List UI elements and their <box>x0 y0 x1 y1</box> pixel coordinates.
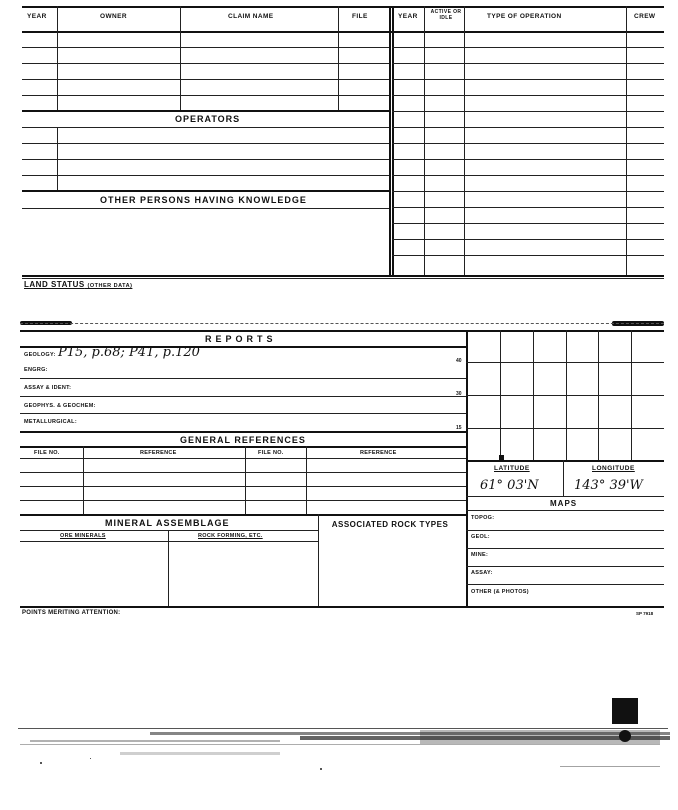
header-type-of-operation: TYPE OF OPERATION <box>487 13 562 20</box>
maps-assay: ASSAY: <box>471 570 493 576</box>
geology-label: GEOLOGY: <box>24 352 56 358</box>
header-year-2: YEAR <box>398 13 418 20</box>
maps-topog: TOPOG: <box>471 515 495 521</box>
land-status-label <box>24 280 132 289</box>
gr-file-no-1: FILE NO. <box>34 450 60 456</box>
engrg-label: ENGRG: <box>24 367 48 373</box>
ore-minerals-label: ORE MINERALS <box>60 533 106 539</box>
latitude-value: 61° 03'N <box>480 478 539 493</box>
longitude-value: 143° 39'W <box>574 478 643 493</box>
header-crew: CREW <box>634 13 656 20</box>
assay-num: 30 <box>456 391 462 397</box>
header-year: YEAR <box>27 13 47 20</box>
gr-reference-2: REFERENCE <box>360 450 397 456</box>
top-border <box>22 6 664 8</box>
header-claim-name: CLAIM NAME <box>228 13 274 20</box>
geology-num: 40 <box>456 358 462 364</box>
header-file: FILE <box>352 13 368 20</box>
maps-other: OTHER (& PHOTOS) <box>471 589 529 595</box>
rock-forming-label: ROCK FORMING, ETC. <box>198 533 263 539</box>
header-owner: OWNER <box>100 13 127 20</box>
header-bottom-border <box>22 31 664 33</box>
maps-geol: GEOL: <box>471 534 490 540</box>
operators-label: OPERATORS <box>175 114 241 124</box>
metallurgical-label: METALLURGICAL: <box>24 419 77 425</box>
geophys-label: GEOPHYS. & GEOCHEM: <box>24 403 96 409</box>
geology-value: P15, p.68; P41, p.120 <box>58 345 200 360</box>
metallurgical-num: 15 <box>456 425 462 431</box>
form-number: SP 7918 <box>636 611 654 616</box>
maps-mine: MINE: <box>471 552 489 558</box>
other-persons-label: OTHER PERSONS HAVING KNOWLEDGE <box>100 195 307 205</box>
mineral-assemblage-title: MINERAL ASSEMBLAGE <box>105 518 230 528</box>
header-active-or-idle: ACTIVE OR IDLE <box>430 9 462 21</box>
points-meriting-label: POINTS MERITING ATTENTION: <box>22 610 121 616</box>
scan-noise <box>0 718 678 788</box>
location-dot <box>499 455 504 461</box>
land-status-title: LAND STATUS <box>24 280 85 289</box>
latitude-label: LATITUDE <box>494 465 530 472</box>
general-references-title: GENERAL REFERENCES <box>180 435 306 445</box>
assay-ident-label: ASSAY & IDENT: <box>24 385 72 391</box>
associated-rock-types-label: ASSOCIATED ROCK TYPES <box>331 520 449 529</box>
maps-title: MAPS <box>550 499 578 508</box>
longitude-label: LONGITUDE <box>592 465 635 472</box>
reports-title: REPORTS <box>205 334 277 344</box>
gr-reference-1: REFERENCE <box>140 450 177 456</box>
gr-file-no-2: FILE NO. <box>258 450 284 456</box>
land-status-sub: (OTHER DATA) <box>87 283 133 289</box>
